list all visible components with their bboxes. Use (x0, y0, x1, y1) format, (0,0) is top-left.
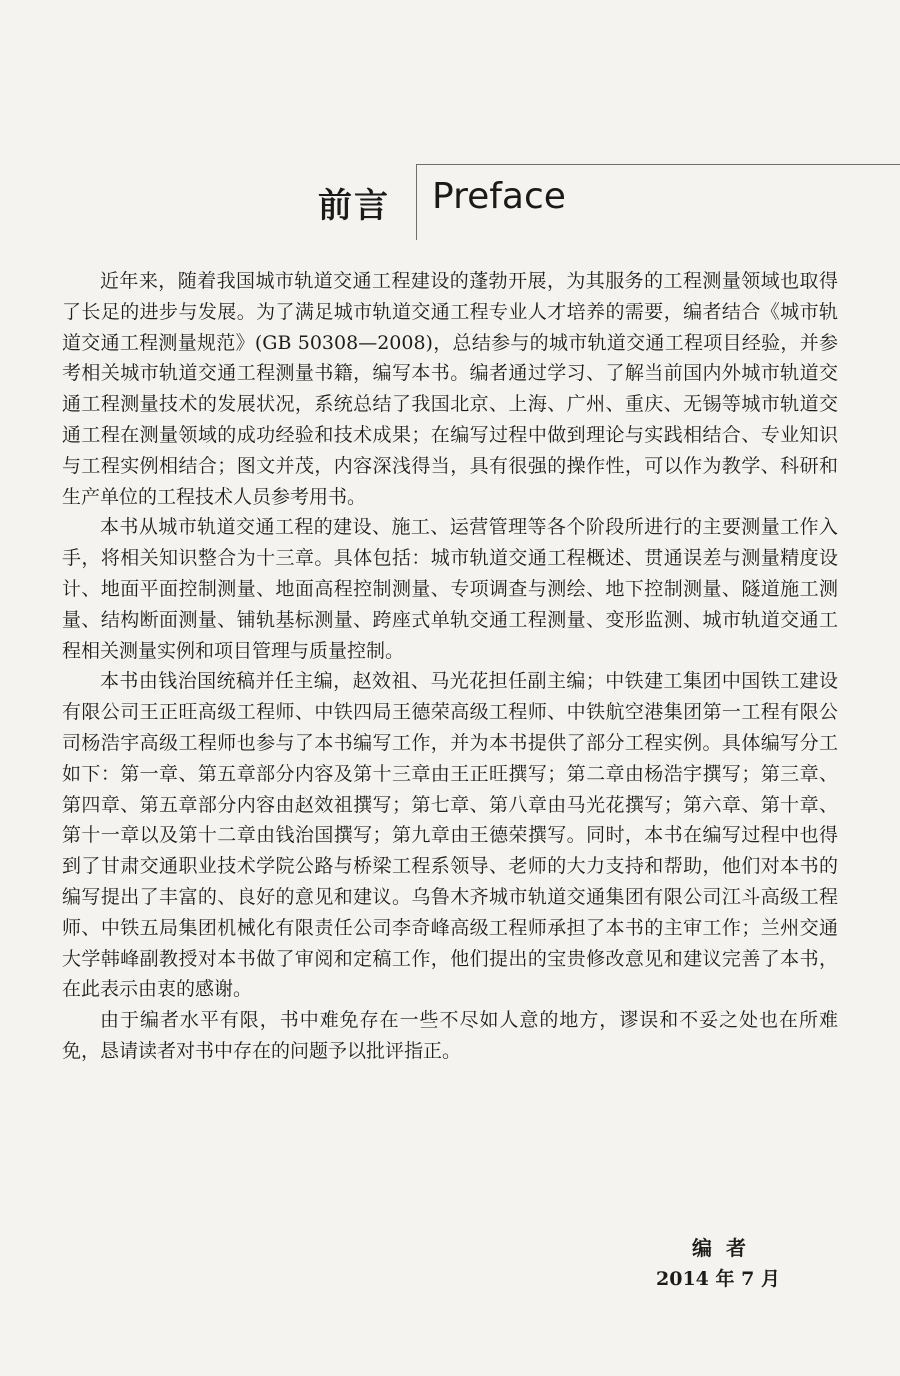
preface-body (62, 266, 838, 1067)
signature-date: 2014 年 7 月 (656, 1268, 780, 1290)
title-top-rule (416, 164, 900, 165)
preface-header (0, 150, 900, 250)
paragraph-4: 由于编者水平有限，书中难免存在一些不尽如人意的地方，谬误和不妥之处也在所难免，恳请读者对书中存在的问题予以批评指正。 (62, 1009, 838, 1062)
title-divider (416, 164, 417, 240)
paragraph-1: 近年来，随着我国城市轨道交通工程建设的蓬勃开展，为其服务的工程测量领域也取得了长足的进步与发展。为了满足城市轨道交通工程专业人才培养的需要，编者结合《城市轨道交通工程测量规范》(GB 50308—2008)，总结参与的城市轨道交通工程项目经验，并参考相关城市轨道交通工程测量书籍，编写本书。编者通过学习、了解当前国内外城市轨道交通工程测量技术的发展状况，系统总结了我国北京、上海、广州、重庆、无锡等城市轨道交通工程在测量领域的成功经验和技术成果；在编写过程中做到理论与实践相结合、专业知识与工程实例相结合；图文并茂，内容深浅得当，具有很强的操作性，可以作为教学、科研和生产单位的工程技术人员参考用书。 (62, 270, 838, 508)
title-chinese: 前言 (318, 186, 390, 226)
paragraph-2: 本书从城市轨道交通工程的建设、施工、运营管理等各个阶段所进行的主要测量工作入手，将相关知识整合为十三章。具体包括：城市轨道交通工程概述、贯通误差与测量精度设计、地面平面控制测量、地面高程控制测量、专项调查与测绘、地下控制测量、隧道施工测量、结构断面测量、铺轨基标测量、跨座式单轨交通工程测量、变形监测、城市轨道交通工程相关测量实例和项目管理与质量控制。 (62, 516, 838, 662)
signature-author: 编者 (692, 1236, 760, 1260)
paragraph-3: 本书由钱治国统稿并任主编，赵效祖、马光花担任副主编；中铁建工集团中国铁工建设有限公司王正旺高级工程师、中铁四局王德荣高级工程师、中铁航空港集团第一工程有限公司杨浩宇高级工程师也参与了本书编写工作，并为本书提供了部分工程实例。具体编写分工如下：第一章、第五章部分内容及第十三章由王正旺撰写；第二章由杨浩宇撰写；第三章、第四章、第五章部分内容由赵效祖撰写；第七章、第八章由马光花撰写；第六章、第十章、第十一章以及第十二章由钱治国撰写；第九章由王德荣撰写。同时，本书在编写过程中也得到了甘肃交通职业技术学院公路与桥梁工程系领导、老师的大力支持和帮助，他们对本书的编写提出了丰富的、良好的意见和建议。乌鲁木齐城市轨道交通集团有限公司江斗高级工程师、中铁五局集团机械化有限责任公司李奇峰高级工程师承担了本书的主审工作；兰州交通大学韩峰副教授对本书做了审阅和定稿工作，他们提出的宝贵修改意见和建议完善了本书，在此表示由衷的感谢。 (62, 670, 838, 1001)
title-english: Preface (432, 176, 566, 217)
